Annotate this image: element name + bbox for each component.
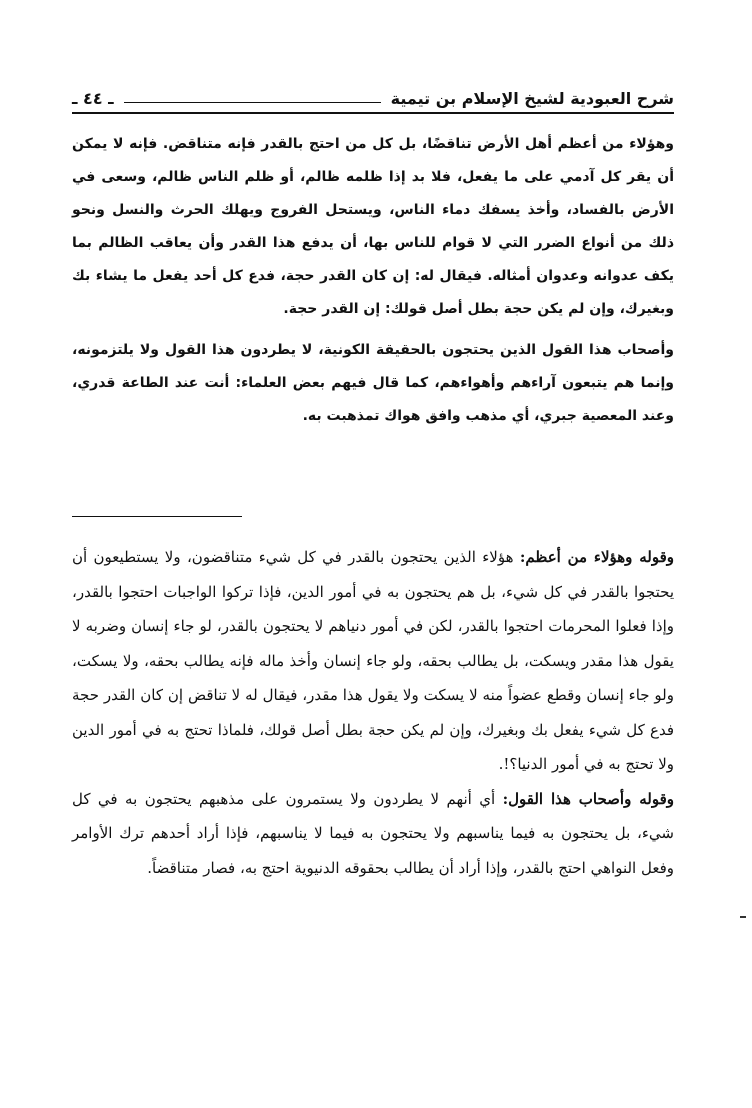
commentary-paragraph <box>72 540 674 782</box>
running-header <box>72 80 674 112</box>
main-text-section <box>72 128 674 433</box>
commentary-text: أي أنهم لا يطردون ولا يستمرون على مذهبهم يحتجون به في كل شيء، بل يحتجون به فيما يناسبهم ولا يحتجون به فيما لا يناسبهم، فإذا أراد أحدهم ترك الأوامر وفعل النواهي احتج بالقدر، وإذا أراد أن يطالب بحقوقه الدنيوية احتج به، فصار متناقضاً. <box>72 789 674 877</box>
section-separator <box>72 516 242 517</box>
commentary-lead: وقوله وأصحاب هذا القول: <box>502 789 674 808</box>
margin-mark <box>740 916 746 918</box>
page-number: ـ ٤٤ ـ <box>72 89 114 108</box>
commentary-paragraph <box>72 782 674 886</box>
main-text-paragraph: وأصحاب هذا القول الذين يحتجون بالحقيقة الكونية، لا يطردون هذا القول ولا يلتزمونه، وإنما هم يتبعون آراءهم وأهواءهم، كما قال فيهم بعض العلماء: أنت عند الطاعة قدري، وعند المعصية جبري، أي مذهب وافق هواك تمذهبت به. <box>72 342 674 424</box>
commentary-text: هؤلاء الذين يحتجون بالقدر في كل شيء متناقضون، ولا يستطيعون أن يحتجوا بالقدر في كل شيء، بل هم يحتجون به في أمور الدين، فإذا تركوا الواجبات احتجوا بالقدر، وإذا فعلوا المحرمات احتجوا بالقدر، لكن في أمور دنياهم لا يحتجون بالقدر، لو جاء إنسان وضربه لا يقول هذا مقدر ويسكت، بل يطالب بحقه، ولو جاء إنسان وأخذ ماله فإنه يطالب بحقه، ولا يسكت، ولو جاء إنسان وقطع عضواً منه لا يسكت ولا يقول هذا مقدر، فيقال له لا تناقض إن كان القدر حجة فدع كل شيء يفعل بك وبغيرك، وإن لم يكن حجة بطل أصل قولك، فلماذا تحتج به في أمور الدين ولا تحتج به في أمور الدنيا؟!. <box>72 548 674 773</box>
main-text-paragraph: وهؤلاء من أعظم أهل الأرض تناقضًا، بل كل من احتج بالقدر فإنه متناقض. فإنه لا يمكن أن يقر كل آدمي على ما يفعل، فلا بد إذا ظلمه ظالم، أو ظلم الناس ظالم، وسعى في الأرض بالفساد، وأخذ يسفك دماء الناس، ويستحل الفروج ويهلك الحرث والنسل ونحو ذلك من أنواع الضرر التي لا قوام للناس بها، أن يدفع هذا القدر وأن يعاقب الظالم بما يكف عدوانه وعدوان أمثاله. فيقال له: إن كان القدر حجة، فدع كل أحد يفعل ما يشاء بك وبغيرك، وإن لم يكن حجة بطل أصل قولك: إن القدر حجة. <box>72 136 674 317</box>
header-rule <box>72 112 674 114</box>
commentary-section <box>72 540 674 885</box>
header-dash-line <box>124 102 381 103</box>
book-title: شرح العبودية لشيخ الإسلام بن تيمية <box>390 89 674 108</box>
commentary-lead: وقوله وهؤلاء من أعظم: <box>519 548 674 566</box>
